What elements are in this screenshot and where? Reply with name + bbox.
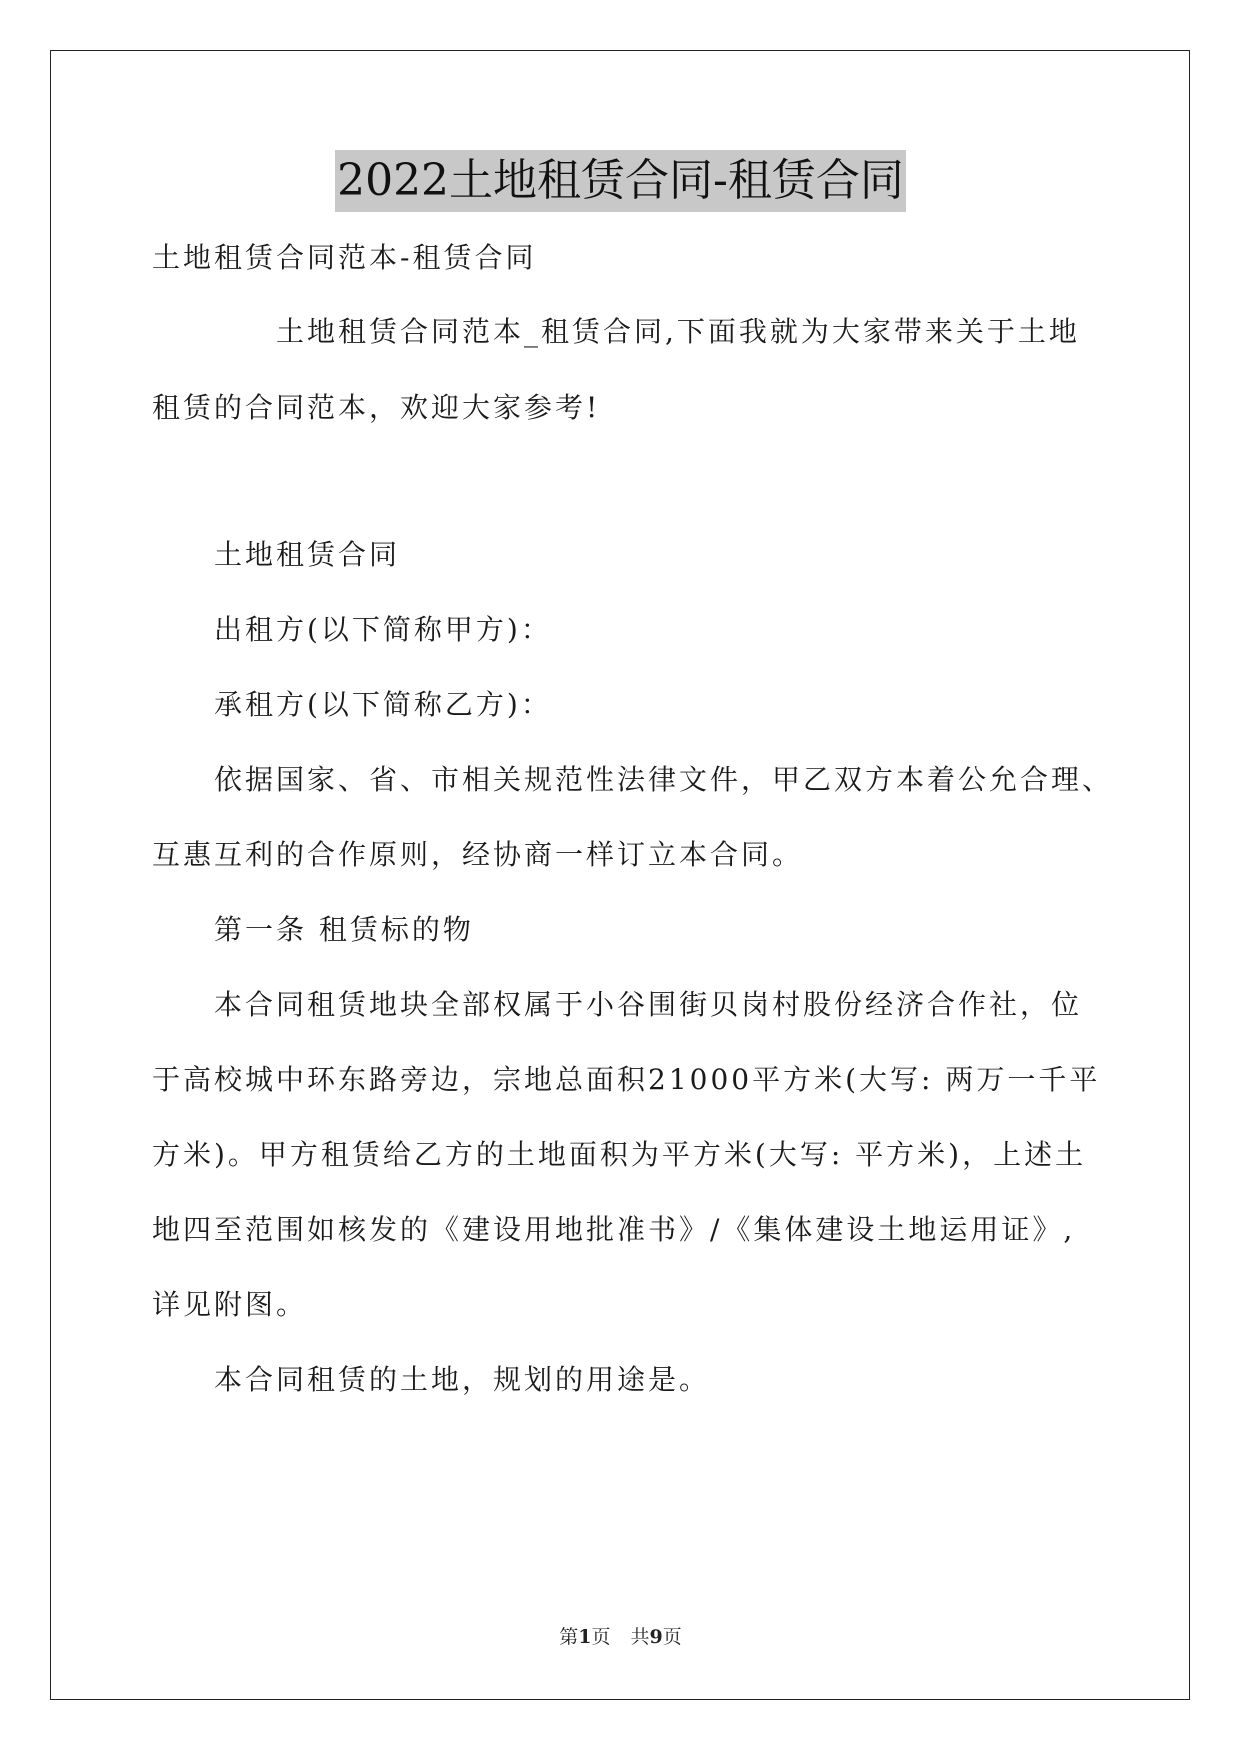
- document-title: [0, 150, 1241, 212]
- intro-line-1: 土地租赁合同范本_租赁合同,下面我就为大家带来关于土地: [276, 315, 1080, 348]
- footer-page-suffix: 页: [591, 1626, 611, 1648]
- page-border: [50, 50, 1190, 1700]
- article-1-line-4: 地四至范围如核发的《建设用地批准书》/《集体建设土地运用证》,: [152, 1213, 1076, 1246]
- footer-total-number: 9: [649, 1626, 663, 1648]
- document-title-text: 2022土地租赁合同-租赁合同: [335, 150, 906, 212]
- intro-line-2: 租赁的合同范本，欢迎大家参考!: [152, 391, 601, 424]
- footer-total-prefix: 共: [630, 1626, 650, 1648]
- article-1-line-1: 本合同租赁地块全部权属于小谷围街贝岗村股份经济合作社，位: [214, 988, 1083, 1021]
- page-footer: [0, 1622, 1241, 1649]
- preamble-line-2: 互惠互利的合作原则，经协商一样订立本合同。: [152, 838, 804, 871]
- article-1-line-5: 详见附图。: [152, 1288, 308, 1321]
- footer-page-prefix: 第: [559, 1626, 579, 1648]
- footer-page-number: 1: [578, 1626, 592, 1648]
- preamble-line-1: 依据国家、省、市相关规范性法律文件，甲乙双方本着公允合理、: [214, 763, 1114, 796]
- article-1-line-2: 于高校城中环东路旁边，宗地总面积21000平方米(大写: 两万一千平: [152, 1063, 1101, 1096]
- usage-line: 本合同租赁的土地，规划的用途是。: [214, 1363, 711, 1396]
- contract-heading: 土地租赁合同: [214, 538, 401, 571]
- lessee-line: 承租方(以下简称乙方)：: [214, 688, 552, 721]
- footer-total-suffix: 页: [662, 1626, 682, 1648]
- article-1-line-3: 方米)。甲方租赁给乙方的土地面积为平方米(大写: 平方米)，上述土: [152, 1138, 1087, 1171]
- lessor-line: 出租方(以下简称甲方)：: [214, 613, 552, 646]
- subtitle: 土地租赁合同范本-租赁合同: [152, 241, 537, 274]
- article-1-title: 第一条 租赁标的物: [214, 913, 474, 946]
